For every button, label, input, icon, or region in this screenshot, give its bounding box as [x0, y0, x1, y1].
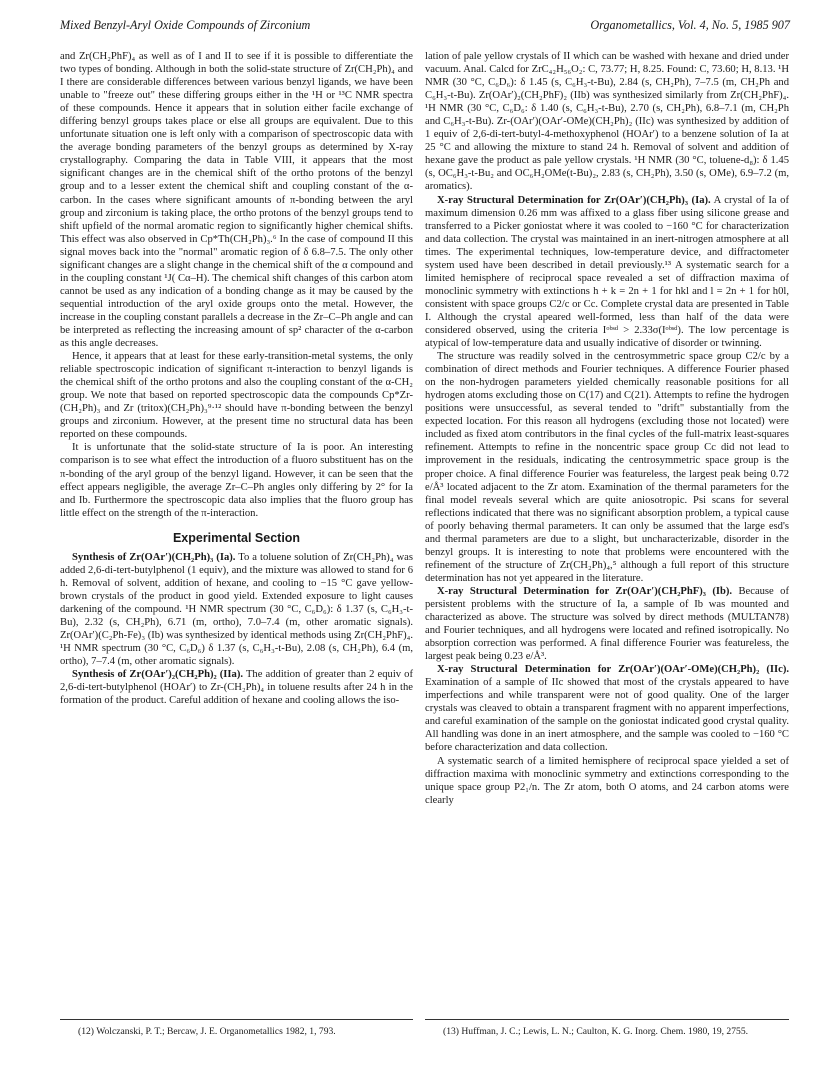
paragraph-heading: Synthesis of Zr(OAr′)₂(CH₂Ph)₂ (IIa). — [72, 669, 244, 681]
paragraph-heading: X-ray Structural Determination for Zr(OAr′)(CH₂Ph)₃ (Ia). — [437, 194, 711, 206]
paragraph: and Zr(CH₂PhF)₄ as well as of I and II to see if it is possible to differentiate the two types of bonding. Although in both the solid-state structure of Zr(CH₂Ph)₄ and I there are considerable differences between various benzyl ligands, we have been unable to "freeze out" these differing groups either in the ¹H or ¹³C NMR spectra of these compounds. Hence it appears that in solution either facile exchange of differing benzyl groups takes place or else all groups are equivalent. Due to this unfortunate situation one is left only with a comparison of spectroscopic data with the average bonding parameters of the benzyl groups as determined by X-ray crystallography. Comparing the data in Table VIII, it appears that the most significant changes are in the chemical shift of the ortho protons of the benzyl group and to a lesser extent the chemical shift and coupling constant of the α-carbon. In the cases where significant amounts of π-bonding between the aryl group and zirconium is taking place, the ortho protons of the benzyl groups tend to shift upfield of the normal aromatic region to significantly higher chemical shifts. This effect was also observed in Cp*Th(CH₂Ph)₃.⁶ In the case of compound II this signal moves back into the "normal" aromatic region of δ 6.8–7.5. The only other significant changes are a slight change in the chemical shift of the α compound and in the coupling constant ¹J( Cα–H). The chemical shift changes of this carbon atom cannot be used as any indication of a bonding change as it may be caused by the sequential introduction of the aryl oxide groups onto the metal. However, the increase in the coupling constant parallels a decrease in the Zr–C–Ph angle and can be interpreted as reflecting the increasing amount of sp² character of the α-carbon as this angle decreases. — [60, 51, 413, 350]
paragraph: Hence, it appears that at least for these early-transition-metal systems, the only reliable spectroscopic indication of significant π-interaction to benzyl ligands is the chemical shift of the ortho protons and also the coupling constant of the α-CH₂ group. We note that based on reported spectroscopic data the compounds Cp*Zr-(CH₂Ph)₃ and Zr (tritox)(CH₂Ph)₃⁹·¹² should have π-bonding between the benzyl groups and zirconium. However, at the present time no structural data has been reported on these compounds. — [60, 351, 413, 441]
footnote: (12) Wolczanski, P. T.; Bercaw, J. E. Organometallics 1982, 1, 793. — [78, 1026, 336, 1037]
paragraph: It is unfortunate that the solid-state structure of Ia is poor. An interesting comparison is to see what effect the introduction of a fluoro substituent has on the π-bonding of the aryl group of the benzyl ligand. However, it can be seen that the effect appears negligible, the average Zr–C–Ph angles only differing by 2° for Ia and Ib. Furthermore the spectroscopic data also implies that the fluoro group has little effect on the strength of the π-interaction. — [60, 442, 413, 519]
running-header — [60, 18, 790, 40]
right-column — [425, 50, 789, 807]
paragraph — [60, 668, 413, 707]
paragraph — [425, 585, 789, 663]
paragraph-heading: X-ray Structural Determination for Zr(OAr′)(CH₂PhF)₃ (Ib). — [437, 585, 733, 597]
paragraph — [425, 663, 789, 754]
footnote: (13) Huffman, J. C.; Lewis, L. N.; Caulton, K. G. Inorg. Chem. 1980, 19, 2755. — [443, 1026, 749, 1037]
paragraph: A systematic search of a limited hemisphere of reciprocal space yielded a set of diffraction maxima with monoclinic symmetry and extinctions corresponding to the unique space group P2₁/n. The Zr atom, both O atoms, and 24 carbon atoms were clearly — [425, 755, 789, 806]
paragraph-heading: X-ray Structural Determination for Zr(OAr′)(OAr′-OMe)(CH₂Ph)₂ (IIc). — [437, 664, 789, 676]
paragraph-heading: Synthesis of Zr(OAr′)(CH₂Ph)₃ (Ia). — [72, 551, 236, 563]
paragraph-body: Examination of a sample of IIc showed that most of the crystals appeared to have imperfections and while transparent were not of good quality. One of the larger crystals was cleaved to obtain a transparent fragment with no apparent imperfections, and careful examination of the sample on the goniostat indicated good crystal quality. All handling was done in an inert atmosphere, and the sample was cooled to −160 °C before characterization and data collection. — [425, 677, 789, 754]
section-heading: Experimental Section — [172, 530, 301, 545]
paragraph-body: To a toluene solution of Zr(CH₂Ph)₄ was added 2,6-di-tert-butylphenol (1 equiv), and the mixture was allowed to stand for 6 h. Removal of solvent, addition of hexane, and cooling to −15 °C gave yellow-brown crystals of the product in good yield. Extended exposure to light causes darkening of the compound. ¹H NMR spectrum (30 °C, C₆D₆): δ 1.37 (s, C₆H₃-t-Bu), 2.32 (s, CH₂Ph), 6.71 (m, ortho), 7.0–7.4 (m, other aromatic signals). Zr(OAr′)(C₂Ph-Fe)₃ (Ib) was synthesized by identical methods using Zr(CH₂PhF)₄. ¹H NMR spectrum (30 °C, C₆D₆) δ 1.37 (s, C₆H₃-t-Bu), 2.08 (s, CH₂Ph), 6.4 (m, ortho), 7–7.4 (m, other aromatic signals). — [60, 551, 414, 668]
journal-citation: Organometallics, Vol. 4, No. 5, 1985 907 — [590, 18, 790, 32]
footnote-divider — [425, 1019, 789, 1020]
paragraph: The structure was readily solved in the centrosymmetric space group C2/c by a combination of direct methods and Fourier techniques. A difference Fourier phased on the non-hydrogen parameters yielded chemically reasonable positions for all hydrogen atoms excluding those on C(17) and C(21). Attempts to refine the hydrogen positions were unsuccessful, as several tended to "drift" substantially from the expected location. For this reason all hydrogens (excluding those not located) were included as fixed atom contributors in the final cycles of the full-matrix least-squares refinement. Attempts to refine in the noncentric space group Cc did not lead to improvement in the residuals, indicating the centrosymmetric space group is the proper choice. A final difference Fourier was featureless, the largest peak being 0.72 e/Å³ located adjacent to the Zr atom. Examination of the thermal parameters for the final model reveals several which are quite aniosotropic. Psi scans for several reflections indicated that there was no significant absorption problem, a typical cause of poorly behaving thermal parameters. It can only be assumed that the large esd's and thermal parameters are due to a slight, but uncharacterizable, disorder in the benzyl groups. It is interesting to note that problems were encountered with the refinement of the structure of Zr(CH₂Ph)₄,⁵ although a full report of this structure determination has not yet appeared in the literature. — [425, 351, 789, 584]
paragraph: lation of pale yellow crystals of II which can be washed with hexane and dried under vacuum. Anal. Calcd for ZrC₄₂H₅₆O₂: C, 73.77; H, 8.25. Found: C, 73.60; H, 8.13. ¹H NMR (30 °C, C₆D₆): δ 1.45 (s, C₆H₃-t-Bu), 2.84 (s, CH₂Ph), 7–7.5 (m, CH₂Ph and C₆H₃-t-Bu). Zr(OAr′)₂(CH₂PhF)₂ (IIb) was synthesized similarly from Zr(CH₂PhF)₄. ¹H NMR (30 °C, C₆D₆: δ 1.40 (s, C₆H₃-t-Bu), 2.70 (s, CH₂Ph), 6.8–7.1 (m, CH₂Ph and C₆H₃-t-Bu). Zr-(OAr′)(OAr′-OMe)(CH₂Ph)₂ (IIc) was synthesized by addition of 1 equiv of 2,6-di-tert-butyl-4-methoxyphenol (HOAr′) to a benzene solution of Ia at 25 °C and allowing the mixture to stand 24 h. Removal of solvent and addition of hexane gave the product as pale yellow crystals. ¹H NMR (30 °C, toluene-d₈): δ 1.45 (s, OC₆H₃-t-Bu₂ and OC₆H₂OMe(t-Bu)₂, 2.83 (s, CH₂Ph), 3.50 (s, OMe), 6.9–7.2 (m, aromatics). — [425, 51, 789, 193]
paragraph-body: The addition of greater than 2 equiv of 2,6-di-tert-butylphenol (HOAr′) to Zr-(CH₂Ph)₄ in toluene results after 24 h in the formation of the product. Careful addition of hexane and cooling allows the iso- — [60, 669, 414, 707]
paragraph-body: Because of persistent problems with the structure of Ia, a sample of Ib was mounted and characterized as above. The structure was solved by direct methods (MULTAN78) and Fourier techniques, and all hydrogens were located and refined isotropically. No absorption correction was performed. A final difference Fourier was featureless, the largest peak being 0.23 e/Å³. — [425, 585, 789, 663]
left-column — [60, 50, 413, 707]
paragraph — [60, 551, 413, 668]
paragraph — [425, 194, 789, 351]
running-title: Mixed Benzyl-Aryl Oxide Compounds of Zirconium — [60, 18, 311, 32]
paragraph-body: A crystal of Ia of maximum dimension 0.26 mm was affixed to a glass fiber using silicone grease and transferred to a Picker goniostat where it was cooled to −160 °C for characterization and data collection. The crystal was maintained in an inert-nitrogen atmosphere at all times. The experimental techniques, low-temperature device, and diffractometer system used have been described in detail previously.¹³ A systematic search for a limited hemisphere of reciprocal space revealed a set of diffraction maxima of monoclinic symmetry with extinctions h + k = 2n + 1 for hkl and l = 2n + 1 for h0l, consistent with space groups C2/c or Cc. Complete crystal data are presented in Table I. Although the crystal apeared well-formed, less than half of the data were considered observed, using the criteria Iᵒᵇˢᵈ > 2.33σ(Iᵒᵇˢᵈ). The low percentage is atypical of low-temperature data and usually indicative of disorder or twinning. — [425, 194, 789, 350]
footnote-divider — [60, 1019, 413, 1020]
